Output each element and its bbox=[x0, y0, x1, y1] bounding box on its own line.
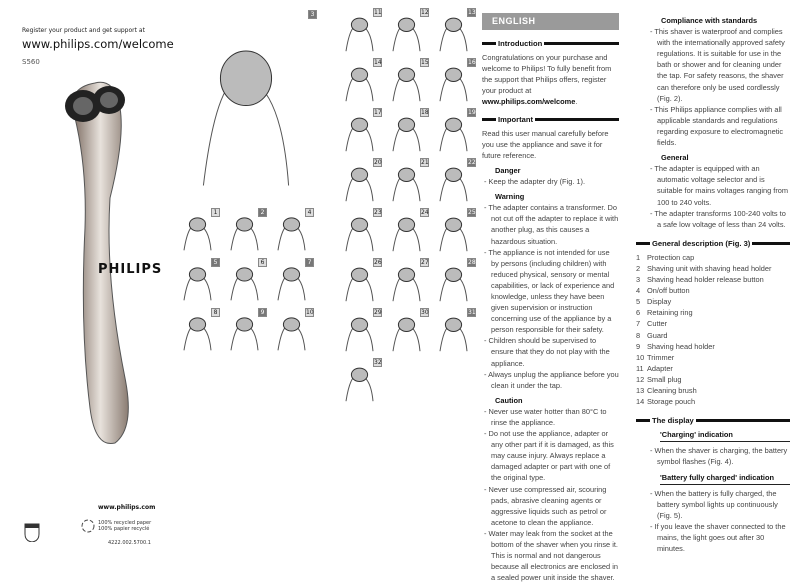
section-display: The display bbox=[636, 415, 790, 426]
figure-10 bbox=[269, 308, 314, 355]
figure-number: 19 bbox=[468, 109, 476, 116]
figure-31 bbox=[431, 308, 476, 356]
figure-number: 13 bbox=[468, 9, 476, 16]
figure-15 bbox=[384, 58, 429, 106]
parts-list-item bbox=[636, 274, 790, 285]
section-important: Important bbox=[482, 114, 619, 125]
figure-26 bbox=[337, 258, 382, 306]
language-header: ENGLISH bbox=[482, 13, 619, 30]
figure-number: 31 bbox=[468, 309, 476, 316]
general-item: - The adapter transforms 100-240 volts to a safe low voltage of less than 24 volts. bbox=[650, 208, 786, 229]
part-name: Small plug bbox=[647, 374, 682, 384]
part-number: 2 bbox=[636, 263, 641, 273]
figure-18 bbox=[384, 108, 429, 156]
general-heading: General bbox=[661, 153, 689, 163]
register-text: Register your product and get support at bbox=[22, 27, 145, 34]
figure-9 bbox=[222, 308, 267, 355]
welcome-url: www.philips.com/welcome bbox=[22, 37, 174, 51]
figure-number: 22 bbox=[468, 159, 476, 166]
figure-number: 4 bbox=[305, 208, 314, 217]
part-number: 1 bbox=[636, 252, 641, 262]
figure-number: 20 bbox=[374, 159, 382, 166]
part-name: Storage pouch bbox=[647, 397, 696, 407]
figure-number: 1 bbox=[211, 208, 220, 217]
parts-list-item bbox=[636, 352, 790, 363]
figure-number: 9 bbox=[258, 308, 267, 317]
parts-list-item bbox=[636, 385, 790, 396]
parts-list-item bbox=[636, 296, 790, 307]
warning-heading: Warning bbox=[495, 192, 525, 202]
charging-heading: 'Charging' indication bbox=[660, 429, 790, 442]
figure-32 bbox=[337, 358, 382, 406]
warning-item: - Always unplug the appliance before you clean it under the tap. bbox=[484, 369, 619, 390]
figure-12 bbox=[384, 8, 429, 56]
part-number: 10 bbox=[636, 352, 645, 362]
figure-number: 8 bbox=[211, 308, 220, 317]
document-code: 4222.002.5700.1 bbox=[108, 540, 151, 546]
part-number: 4 bbox=[636, 286, 641, 296]
figure-16 bbox=[431, 58, 476, 106]
caution-item: - Water may leak from the socket at the bottom of the shaver when you rinse it. This is normal and not dangerous because all electronics are enclosed in a sealed power unit inside the shaver. bbox=[484, 528, 618, 583]
part-name: Retaining ring bbox=[647, 308, 693, 318]
figure-1 bbox=[175, 208, 220, 255]
parts-list-item bbox=[636, 396, 790, 407]
danger-heading: Danger bbox=[495, 165, 521, 175]
figure-21 bbox=[384, 158, 429, 206]
figure-23 bbox=[337, 208, 382, 256]
recycled-paper-text: 100% recycled paper bbox=[98, 520, 152, 526]
compliance-heading: Compliance with standards bbox=[661, 16, 758, 25]
parts-list-item bbox=[636, 285, 790, 296]
figure-8 bbox=[175, 308, 220, 355]
figure-illustration bbox=[175, 10, 317, 205]
figure-19 bbox=[431, 108, 476, 156]
figure-number: 7 bbox=[305, 258, 314, 267]
figure-3 bbox=[175, 10, 317, 205]
full-item: - When the battery is fully charged, the battery symbol lights up continuously (Fig. 5). bbox=[650, 488, 778, 520]
text-column-2 bbox=[636, 15, 790, 554]
figure-28 bbox=[431, 258, 476, 306]
part-name: Guard bbox=[647, 330, 668, 340]
part-number: 8 bbox=[636, 330, 641, 340]
figure-5 bbox=[175, 258, 220, 305]
important-text: Read this user manual carefully before you use the appliance and save it for future reference. bbox=[482, 128, 609, 160]
footer-url: www.philips.com bbox=[98, 504, 156, 511]
figure-14 bbox=[337, 58, 382, 106]
figure-number: 24 bbox=[421, 209, 429, 216]
part-number: 9 bbox=[636, 341, 641, 351]
welcome-link[interactable]: www.philips.com/welcome bbox=[482, 97, 576, 107]
part-number: 12 bbox=[636, 374, 645, 384]
part-number: 14 bbox=[636, 397, 645, 407]
figure-number: 16 bbox=[468, 59, 476, 66]
parts-list-item bbox=[636, 341, 790, 352]
figure-29 bbox=[337, 308, 382, 356]
part-number: 13 bbox=[636, 386, 645, 395]
figure-number: 32 bbox=[374, 359, 382, 366]
figure-number: 2 bbox=[258, 208, 267, 217]
caution-heading: Caution bbox=[495, 395, 523, 405]
part-name: On/off button bbox=[647, 286, 690, 296]
caution-item: - Never use compressed air, scouring pads, abrasive cleaning agents or aggressive liquids such as petrol or acetone to clean the appliance. bbox=[484, 484, 607, 527]
part-name: Cutter bbox=[647, 319, 668, 329]
parts-list-item bbox=[636, 263, 790, 274]
recycle-icon bbox=[80, 518, 96, 534]
part-name: Shaving head holder release button bbox=[647, 275, 764, 285]
figure-number: 17 bbox=[374, 109, 382, 116]
figure-11 bbox=[337, 8, 382, 56]
figure-27 bbox=[384, 258, 429, 306]
caution-item: - Never use water hotter than 80°C to rinse the appliance. bbox=[484, 406, 607, 427]
model-number: S560 bbox=[22, 58, 40, 66]
figure-number: 3 bbox=[308, 10, 317, 19]
text-column-1 bbox=[482, 13, 619, 583]
parts-list-item bbox=[636, 307, 790, 318]
part-number: 3 bbox=[636, 275, 641, 285]
figure-number: 5 bbox=[211, 258, 220, 267]
intro-text: Congratulations on your purchase and welcome to Philips! To fully benefit from the support that Philips offers, register your product at www.philips.com/welcome. bbox=[482, 53, 612, 107]
danger-item: - Keep the adapter dry (Fig. 1). bbox=[484, 177, 586, 187]
figure-number: 14 bbox=[374, 59, 382, 66]
parts-list-item bbox=[636, 330, 790, 341]
part-name: Cleaning brush bbox=[647, 386, 697, 395]
figure-number: 21 bbox=[421, 159, 429, 166]
part-number: 7 bbox=[636, 319, 641, 329]
parts-list-item bbox=[636, 374, 790, 385]
figure-number: 27 bbox=[421, 259, 429, 266]
figure-number: 29 bbox=[374, 309, 382, 316]
philips-shield-icon bbox=[24, 522, 40, 542]
figure-30 bbox=[384, 308, 429, 356]
figure-number: 15 bbox=[421, 59, 429, 66]
full-heading: 'Battery fully charged' indication bbox=[660, 472, 790, 485]
full-item: - If you leave the shaver connected to the mains, the light goes out after 30 minutes. bbox=[650, 521, 786, 554]
figure-20 bbox=[337, 158, 382, 206]
figure-17 bbox=[337, 108, 382, 156]
philips-logo: PHILIPS bbox=[98, 262, 163, 277]
parts-list-item bbox=[636, 318, 790, 329]
part-number: 11 bbox=[636, 363, 644, 373]
figure-number: 30 bbox=[421, 309, 429, 316]
section-introduction: Introduction bbox=[482, 38, 619, 49]
figure-number: 28 bbox=[468, 259, 476, 266]
part-name: Shaving unit with shaving head holder bbox=[647, 263, 772, 273]
figure-2 bbox=[222, 208, 267, 255]
parts-list-item bbox=[636, 252, 790, 263]
figure-number: 11 bbox=[374, 9, 382, 16]
warning-item: - The adapter contains a transformer. Do not cut off the adapter to replace it with another plug, as this causes a hazardous situation. bbox=[484, 203, 619, 246]
figure-number: 12 bbox=[421, 9, 429, 16]
compliance-item: - This Philips appliance complies with all applicable standards and regulations regarding exposure to electromagnetic fields. bbox=[650, 104, 784, 148]
part-name: Display bbox=[647, 297, 672, 307]
warning-item: - The appliance is not intended for use by persons (including children) with reduced physical, sensory or mental capabilities, or lack of experience and knowledge, unless they have been given supervision or instruction concerning use of the appliance by a person responsible for their safety. bbox=[484, 247, 615, 335]
figure-number: 18 bbox=[421, 109, 429, 116]
figure-6 bbox=[222, 258, 267, 305]
part-name: Shaving head holder bbox=[647, 341, 715, 351]
general-item: - The adapter is equipped with an automatic voltage selector and is suitable for mains voltages ranging from 100 to 240 volts. bbox=[650, 164, 789, 207]
figure-7 bbox=[269, 258, 314, 305]
figure-number: 6 bbox=[258, 258, 267, 267]
part-name: Protection cap bbox=[647, 252, 695, 262]
figure-number: 23 bbox=[374, 209, 382, 216]
compliance-item: - This shaver is waterproof and complies with the internationally approved safety regulations. It is suitable for use in the bath or shower and for cleaning under the tap. For safety reasons, the shaver can therefore only be used cordlessly (Fig. 2). bbox=[650, 27, 785, 103]
recycled-paper-text-fr: 100% papier recyclé bbox=[98, 526, 150, 532]
figure-number: 25 bbox=[468, 209, 476, 216]
part-name: Adapter bbox=[647, 363, 673, 373]
figure-number: 10 bbox=[306, 309, 314, 316]
section-general-description: General description (Fig. 3) bbox=[636, 238, 790, 249]
figure-24 bbox=[384, 208, 429, 256]
part-name: Trimmer bbox=[647, 352, 675, 362]
figure-25 bbox=[431, 208, 476, 256]
part-number: 5 bbox=[636, 297, 641, 307]
warning-item: - Children should be supervised to ensure that they do not play with the appliance. bbox=[484, 336, 610, 368]
parts-list-item bbox=[636, 363, 790, 374]
charging-item: - When the shaver is charging, the battery symbol flashes (Fig. 4). bbox=[650, 446, 788, 467]
figure-4 bbox=[269, 208, 314, 255]
parts-list bbox=[636, 252, 790, 407]
figure-number: 26 bbox=[374, 259, 382, 266]
part-number: 6 bbox=[636, 308, 641, 318]
caution-item: - Do not use the appliance, adapter or any other part if it is damaged, as this may cause injury. Always replace a damaged adapter or part with one of the original type. bbox=[484, 429, 614, 483]
figure-22 bbox=[431, 158, 476, 206]
figure-13 bbox=[431, 8, 476, 56]
